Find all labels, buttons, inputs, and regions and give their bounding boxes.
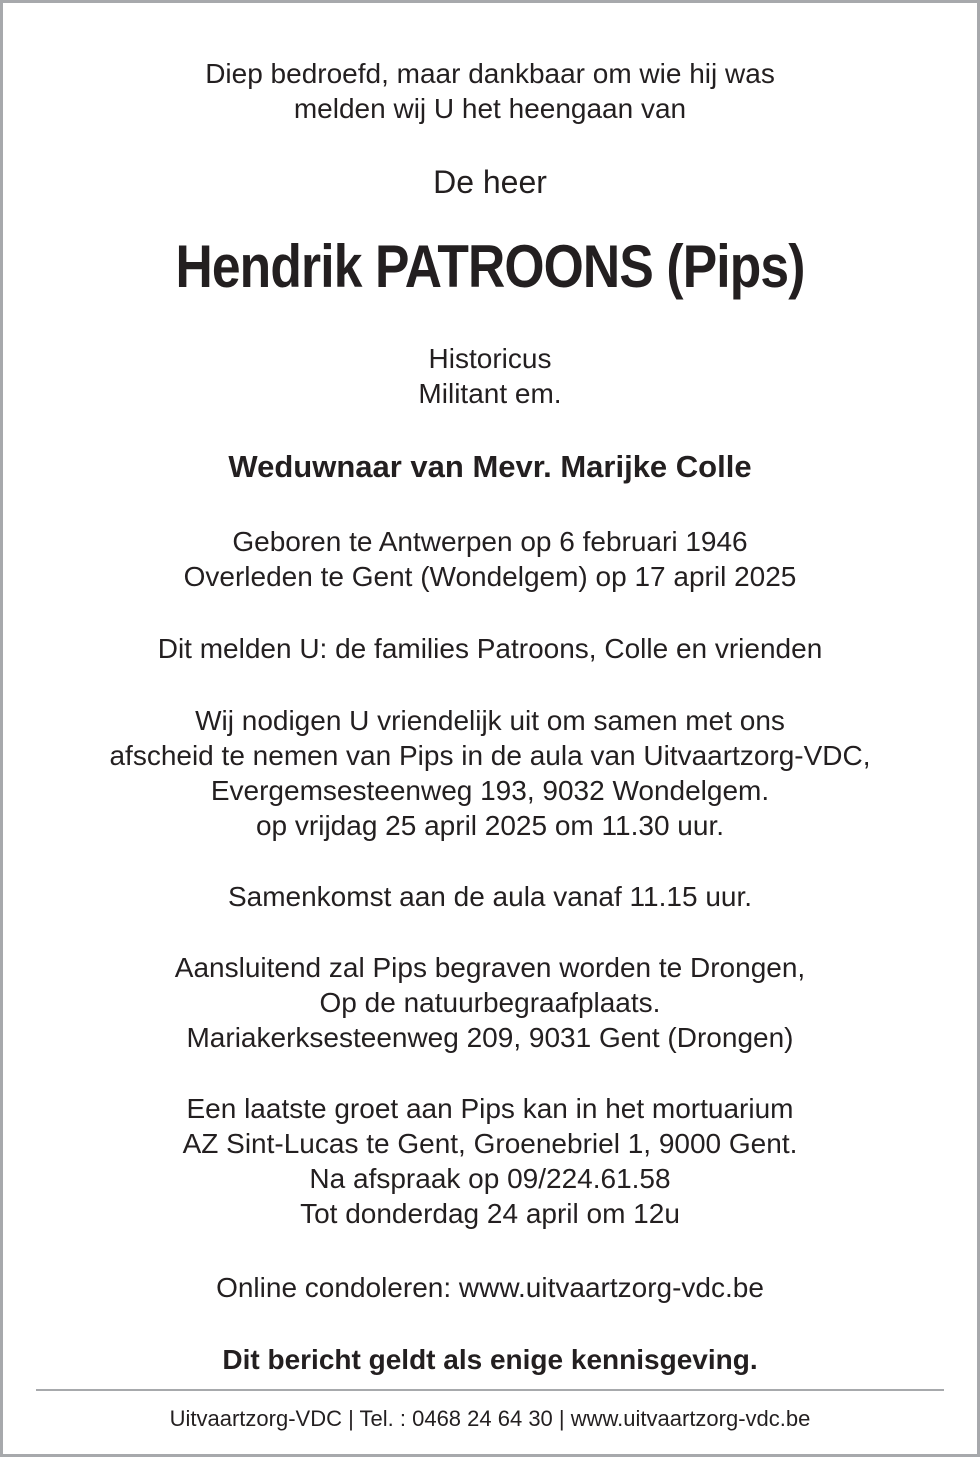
- invitation-line-1: Wij nodigen U vriendelijk uit om samen met ons: [195, 705, 785, 736]
- salutation: De heer: [433, 164, 547, 200]
- farewell-line-1: Een laatste groet aan Pips kan in het mortuarium: [186, 1093, 794, 1124]
- footer-divider: [36, 1389, 944, 1391]
- online-condolence: Online condoleren: www.uitvaartzorg-vdc.be: [216, 1272, 764, 1303]
- spouse-line: Weduwnaar van Mevr. Marijke Colle: [228, 449, 752, 484]
- intro-line-1: Diep bedroefd, maar dankbaar om wie hij was: [205, 58, 775, 89]
- death-line: Overleden te Gent (Wondelgem) op 17 april 2025: [183, 561, 797, 592]
- intro-line-2: melden wij U het heengaan van: [293, 93, 687, 124]
- title-line-2: Militant em.: [418, 378, 562, 409]
- intro-text: [3, 56, 977, 126]
- burial-line-1: Aansluitend zal Pips begraven worden te Drongen,: [174, 952, 806, 983]
- farewell-line-3: Na afspraak op 09/224.61.58: [309, 1163, 671, 1194]
- life-dates: [3, 524, 977, 594]
- farewell-text: [3, 1091, 977, 1231]
- titles: [3, 341, 977, 411]
- deceased-name: Hendrik PATROONS (Pips): [175, 233, 805, 300]
- title-line-1: Historicus: [428, 343, 552, 374]
- gathering-line: Samenkomst aan de aula vanaf 11.15 uur.: [227, 881, 753, 912]
- burial-text: [3, 950, 977, 1055]
- footer-contact: Uitvaartzorg-VDC | Tel. : 0468 24 64 30 | www.uitvaartzorg-vdc.be: [169, 1406, 811, 1431]
- family-line: Dit melden U: de families Patroons, Colle en vrienden: [157, 633, 823, 664]
- invitation-line-3: Evergemsesteenweg 193, 9032 Wondelgem.: [210, 775, 770, 806]
- invitation-text: [3, 703, 977, 843]
- burial-line-2: Op de natuurbegraafplaats.: [319, 987, 661, 1018]
- notice-line: Dit bericht geldt als enige kennisgeving.: [222, 1344, 758, 1375]
- invitation-line-4: op vrijdag 25 april 2025 om 11.30 uur.: [255, 810, 724, 841]
- birth-line: Geboren te Antwerpen op 6 februari 1946: [232, 526, 748, 557]
- farewell-line-4: Tot donderdag 24 april om 12u: [300, 1198, 680, 1229]
- farewell-line-2: AZ Sint-Lucas te Gent, Groenebriel 1, 9000 Gent.: [182, 1128, 798, 1159]
- burial-line-3: Mariakerksesteenweg 209, 9031 Gent (Drongen): [186, 1022, 794, 1053]
- invitation-line-2: afscheid te nemen van Pips in de aula van Uitvaartzorg-VDC,: [109, 740, 871, 771]
